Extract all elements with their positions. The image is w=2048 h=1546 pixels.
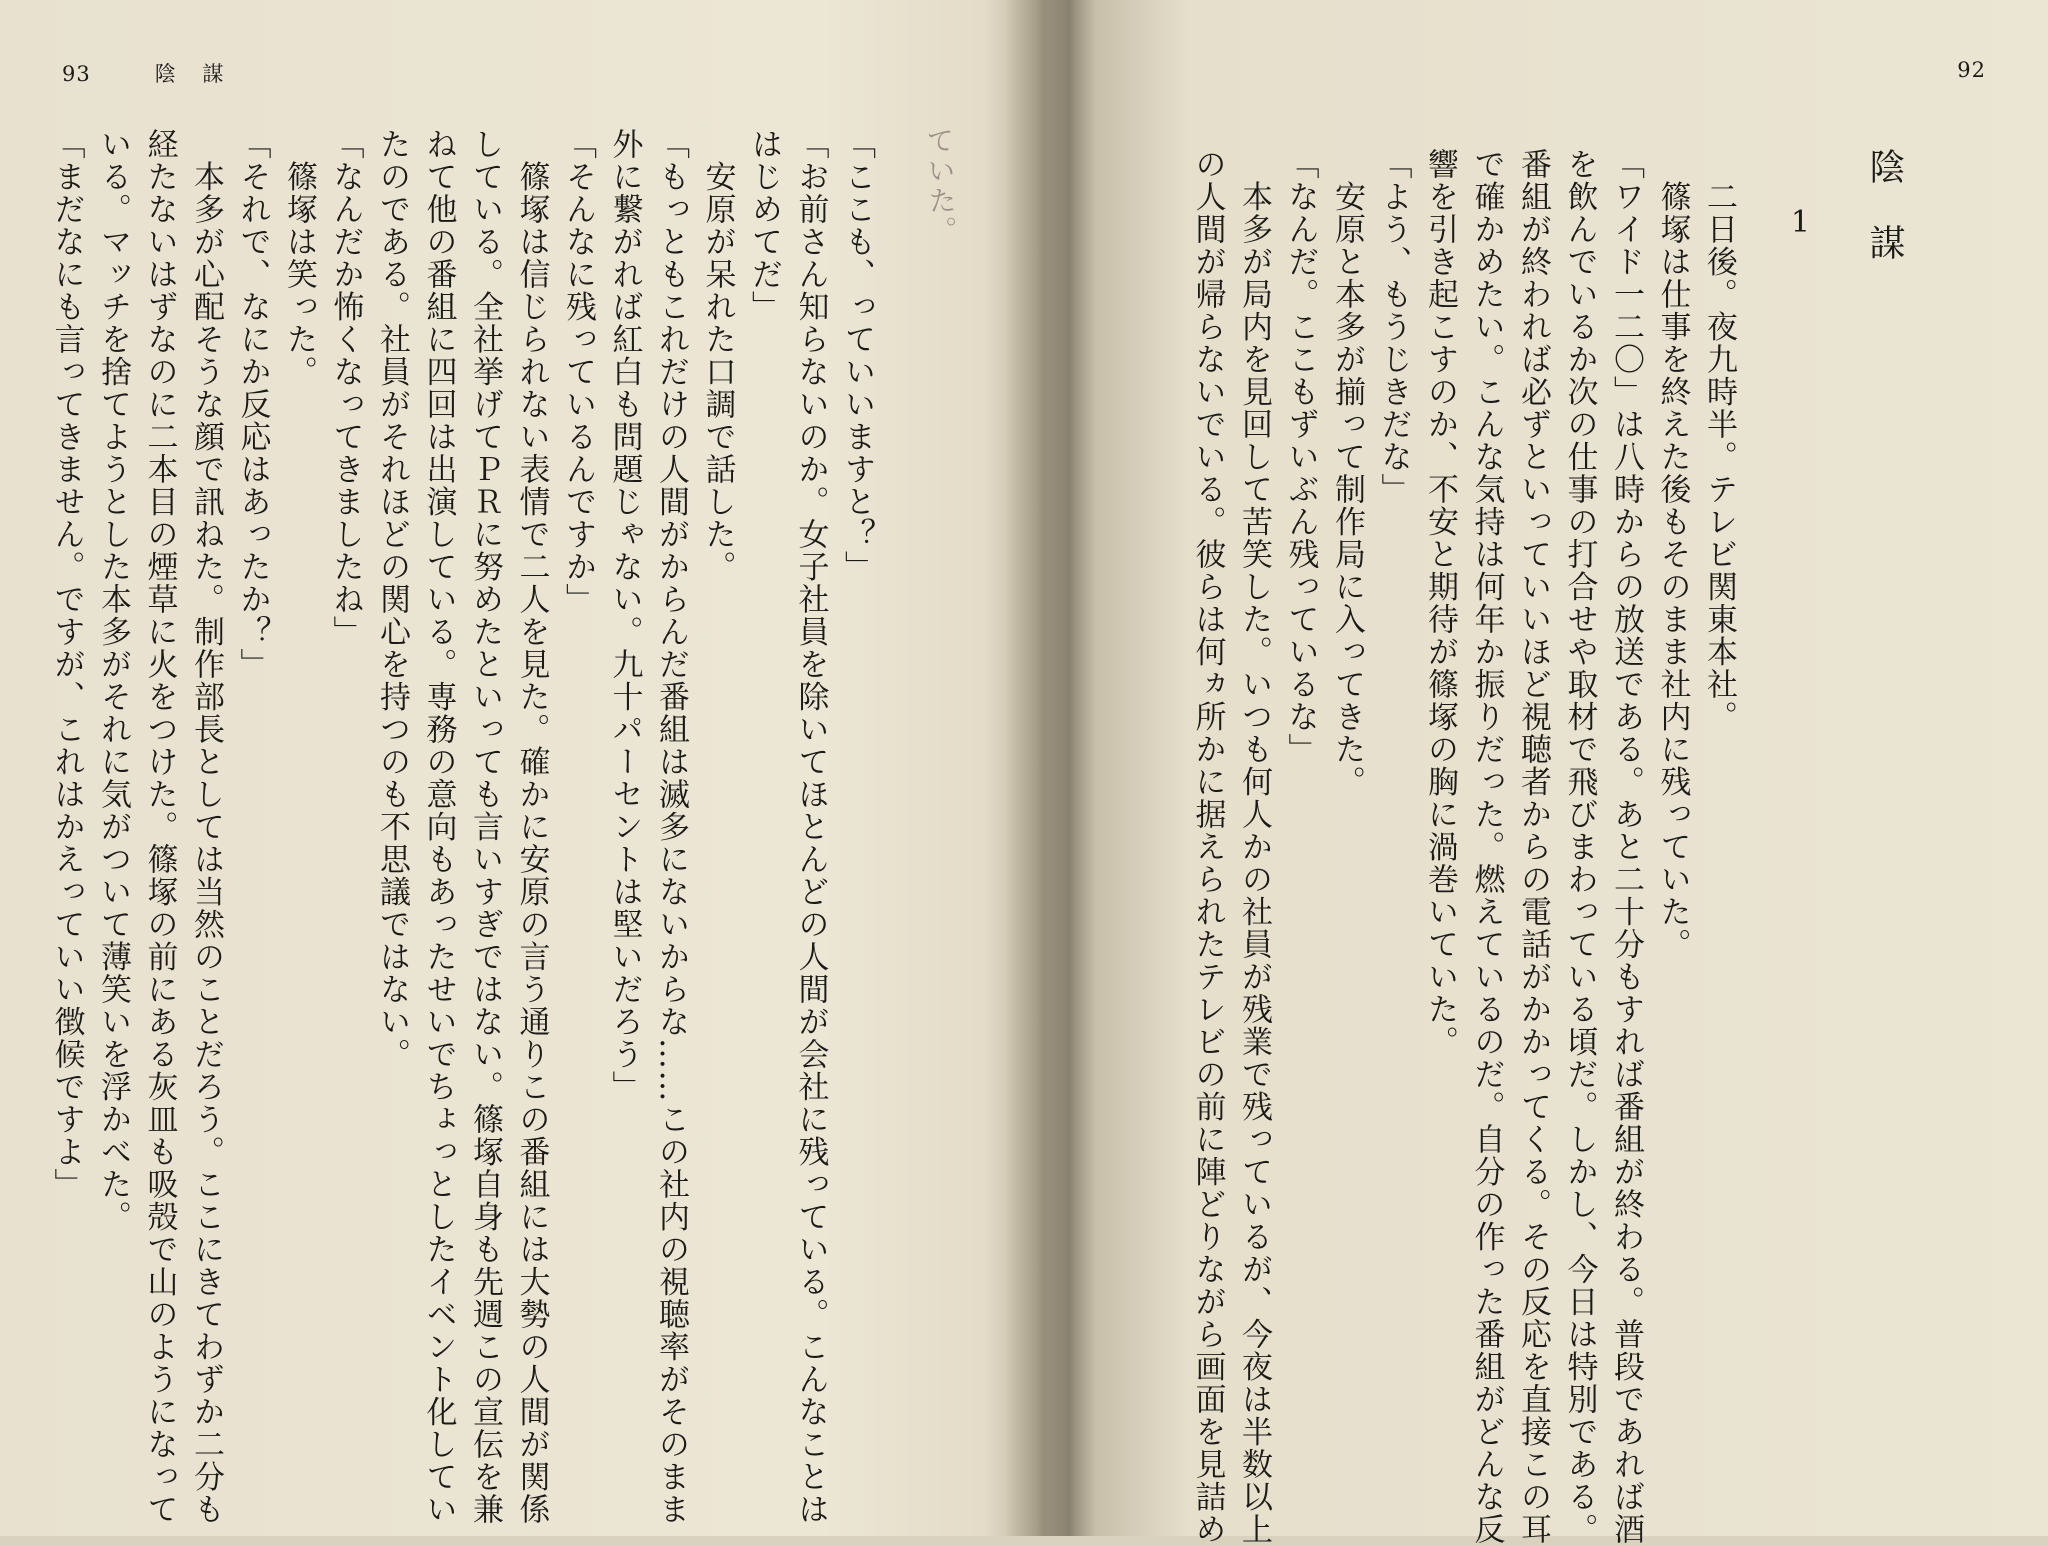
text-line: 「そんなに残っているんですか」: [560, 128, 596, 616]
text-line: 外に繋がれば紅白も問題じゃない。九十パーセントは堅いだろう」: [606, 128, 643, 1103]
text-line: 二日後。夜九時半。テレビ関東本社。: [1701, 148, 1737, 733]
text-line: 「お前さん知らないのか。女子社員を除いてほとんどの人間が会社に残っている。こんなことは: [792, 128, 829, 1526]
text-line: 「ここも、っていいますと？」: [839, 128, 875, 583]
text-line: いる。マッチを捨てようとした本多がそれに気がついて薄笑いを浮かべた。: [95, 128, 131, 1233]
text-line: の人間が帰らないでいる。彼らは何ヵ所かに据えられたテレビの前に陣どりながら画面を見詰め: [1189, 148, 1226, 1546]
text-line: 響を引き起こすのか、不安と期待が篠塚の胸に渦巻いていた。: [1422, 148, 1458, 1058]
right-page-body: [1184, 148, 1742, 1546]
text-line: 篠塚は信じられない表情で二人を見た。確かに安原の言う通りこの番組には大勢の人間が関係: [513, 128, 550, 1526]
text-line: 篠塚は仕事を終えた後もそのまま社内に残っていた。: [1654, 148, 1691, 961]
text-line: はじめてだ」: [746, 128, 782, 323]
section-number: 1: [1790, 205, 1810, 240]
text-line: たのである。社員がそれほどの関心を持つのも不思議ではない。: [374, 128, 410, 1071]
right-page: [1060, 0, 2048, 1546]
text-line: 安原と本多が揃って制作局に入ってきた。: [1329, 148, 1365, 798]
left-page-header: [62, 58, 233, 88]
left-running-title: 陰 謀: [154, 62, 234, 86]
text-line: 「なんだ。ここもずいぶん残っているな」: [1282, 148, 1319, 766]
text-line: 「ワイド一二〇」は八時からの放送である。あと二十分もすれば番組が終わる。普段であれば酒: [1608, 148, 1644, 1546]
left-page: [0, 0, 1030, 1536]
text-line: 「もっともこれだけの人間がからんだ番組は滅多にないからな……この社内の視聴率がそのまま: [653, 128, 689, 1526]
text-line: 本多が心配そうな顔で訊ねた。制作部長としては当然のことだろう。ここにきてわずか二分も: [188, 128, 224, 1526]
text-line: 「よう、もうじきだな」: [1375, 148, 1412, 506]
right-page-number: 92: [1957, 58, 1986, 82]
handwritten-note: ていた。: [921, 125, 960, 247]
text-line: を飲んでいるか次の仕事の打合せや取材で飛びまわっている頃だ。しかし、今日は特別である。: [1561, 148, 1598, 1546]
text-line: で確かめたい。こんな気持は何年か振りだった。燃えているのだ。自分の作った番組がどんな反: [1468, 148, 1505, 1546]
text-line: している。全社挙げてＰＲに努めたといっても言いすぎではない。篠塚自身も先週この宣伝を兼: [467, 128, 503, 1526]
text-line: 「まだなにも言ってきません。ですが、これはかえっていい徴候ですよ」: [48, 128, 85, 1201]
text-line: 篠塚は笑った。: [281, 128, 317, 388]
text-line: 番組が終われば必ずといっていいほど視聴者からの電話がかかってくる。その反応を直接この耳: [1515, 148, 1551, 1546]
chapter-title: 陰謀: [1864, 148, 1905, 300]
text-line: 安原が呆れた口調で話した。: [699, 128, 736, 583]
text-line: 経たないはずなのに二本目の煙草に火をつけた。篠塚の前にある灰皿も吸殻で山のようになって: [141, 128, 178, 1526]
text-line: 「なんだか怖くなってきましたね」: [327, 128, 364, 648]
left-page-body: [43, 128, 880, 1526]
text-line: 本多が局内を見回して苦笑した。いつも何人かの社員が残業で残っているが、今夜は半数以上: [1236, 148, 1272, 1546]
text-line: 「それで、なにか反応はあったか？」: [234, 128, 271, 681]
text-line: ねて他の番組に四回は出演している。専務の意向もあったせいでちょっとしたイベント化してい: [420, 128, 457, 1526]
left-page-number: 93: [62, 62, 91, 86]
